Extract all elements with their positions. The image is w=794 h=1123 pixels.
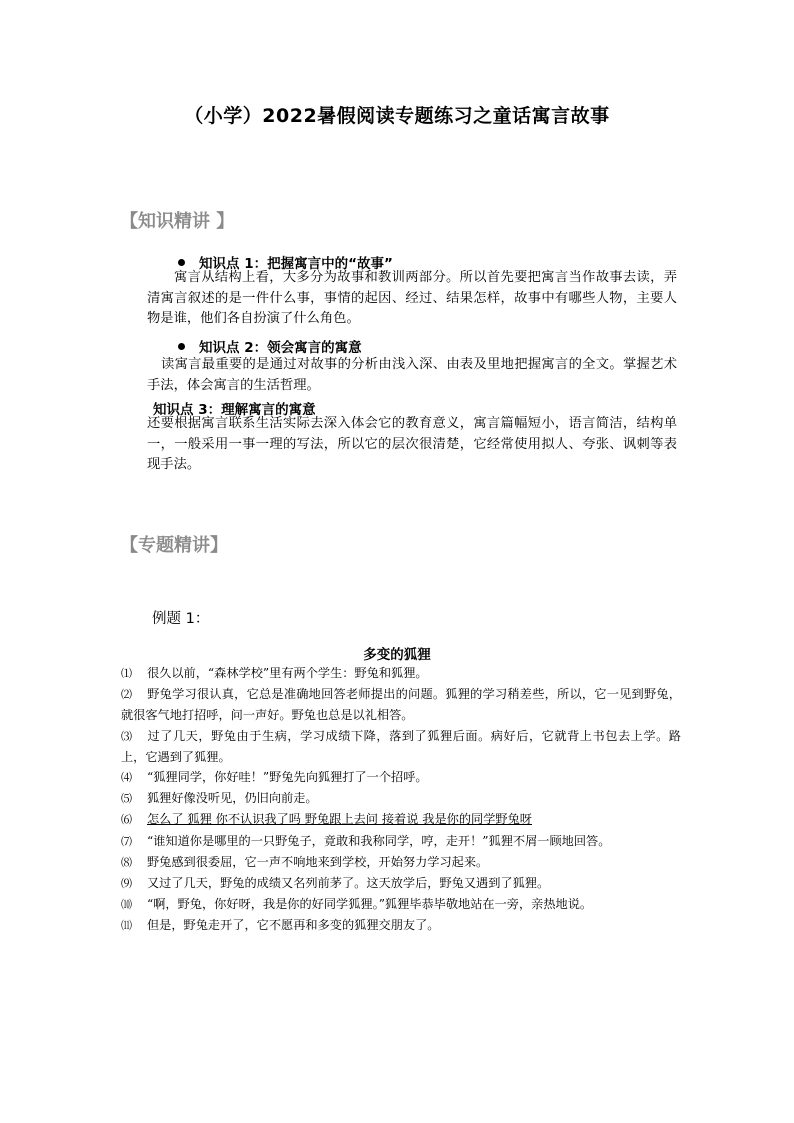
story-title: 多变的狐狸 bbox=[363, 647, 431, 663]
knowledge-point-2-heading: 知识点 2：领会寓言的寓意 bbox=[178, 336, 362, 356]
paragraph-text: 但是，野兔走开了，它不愿再和多变的狐狸交朋友了。 bbox=[147, 918, 440, 933]
paragraph-text: “狐狸同学，你好哇！”野兔先向狐狸打了一个招呼。 bbox=[147, 770, 428, 785]
knowledge-point-3-heading: 知识点 3：理解寓言的寓意 bbox=[153, 402, 316, 418]
story-paragraph bbox=[121, 767, 681, 788]
page-title: （小学）2022暑假阅读专题练习之童话寓言故事 bbox=[184, 105, 610, 127]
paragraph-text: 狐狸好像没听见，仍旧向前走。 bbox=[147, 791, 318, 806]
story-paragraph bbox=[121, 915, 681, 936]
paragraph-text: 野兔感到很委屈，它一声不响地来到学校，开始努力学习起来。 bbox=[147, 854, 489, 869]
paragraph-text: 怎么了 狐狸 你不认识我了吗 野兔跟上去问 接着说 我是你的同学野兔呀 bbox=[147, 812, 532, 827]
example-label: 例题 1： bbox=[152, 611, 210, 627]
paragraph-number: ⑶ bbox=[121, 729, 132, 743]
story-paragraphs bbox=[121, 663, 681, 937]
paragraph-number: ⑾ bbox=[121, 919, 132, 933]
knowledge-point-1-heading: 知识点 1：把握寓言中的“故事” bbox=[178, 252, 393, 272]
paragraph-number: ⑽ bbox=[121, 898, 132, 912]
knowledge-point-3-text: 还要根据寓言联系生活实际去深入体会它的教育意义，寓言篇幅短小，语言简洁，结构单一，一般采用一事一理的写法，所以它的层次很清楚，它经常使用拟人、夸张、讽刺等表现手法。 bbox=[147, 416, 677, 472]
section-heading-topic: 【专题精讲】 bbox=[120, 535, 228, 556]
section-heading-knowledge: 【知识精讲 】 bbox=[120, 211, 235, 232]
paragraph-number: ⑹ bbox=[121, 813, 132, 827]
story-paragraph bbox=[121, 726, 681, 767]
paragraph-number: ⑷ bbox=[121, 771, 132, 785]
bullet-icon bbox=[178, 343, 185, 350]
paragraph-number: ⑻ bbox=[121, 855, 132, 869]
story-paragraph bbox=[121, 831, 681, 852]
paragraph-number: ⑸ bbox=[121, 792, 132, 806]
paragraph-number: ⑼ bbox=[121, 877, 132, 891]
story-paragraph bbox=[121, 663, 681, 684]
knowledge-point-1-text: 寓言从结构上看，大多分为故事和教训两部分。所以首先要把寓言当作故事去读，弄清寓言叙述的是一件什么事，事情的起因、经过、结果怎样，故事中有哪些人物，主要人物是谁，他们各自扮演了什么角色。 bbox=[147, 270, 677, 326]
paragraph-text: 野兔学习很认真，它总是准确地回答老师提出的问题。狐狸的学习稍差些，所以，它一见到野兔，就很客气地打招呼，问一声好。野兔也总是以礼相答。 bbox=[121, 687, 681, 723]
bullet-icon bbox=[178, 259, 185, 266]
story-paragraph bbox=[121, 788, 681, 809]
knowledge-point-2-text: 读寓言最重要的是通过对故事的分析由浅入深、由表及里地把握寓言的全文。掌握艺术手法，体会寓言的生活哲理。 bbox=[147, 357, 677, 393]
story-paragraph bbox=[121, 852, 681, 873]
paragraph-number: ⑵ bbox=[121, 688, 132, 702]
story-paragraph bbox=[121, 873, 681, 894]
story-paragraph bbox=[121, 809, 681, 830]
paragraph-text: “谁知道你是哪里的一只野兔子，竟敢和我称同学，哼，走开！”狐狸不屑一顾地回答。 bbox=[147, 833, 611, 848]
paragraph-text: 过了几天，野兔由于生病，学习成绩下降，落到了狐狸后面。病好后，它就背上书包去上学。路上，它遇到了狐狸。 bbox=[121, 728, 681, 764]
paragraph-number: ⑺ bbox=[121, 834, 132, 848]
paragraph-text: 又过了几天，野兔的成绩又名列前茅了。这天放学后，野兔又遇到了狐狸。 bbox=[147, 876, 550, 891]
paragraph-text: “啊，野兔，你好呀，我是你的好同学狐狸。”狐狸毕恭毕敬地站在一旁，亲热地说。 bbox=[147, 897, 593, 912]
paragraph-text: 很久以前，“森林学校”里有两个学生：野兔和狐狸。 bbox=[147, 666, 428, 680]
paragraph-number: ⑴ bbox=[121, 667, 132, 680]
story-paragraph bbox=[121, 684, 681, 725]
story-paragraph bbox=[121, 894, 681, 915]
